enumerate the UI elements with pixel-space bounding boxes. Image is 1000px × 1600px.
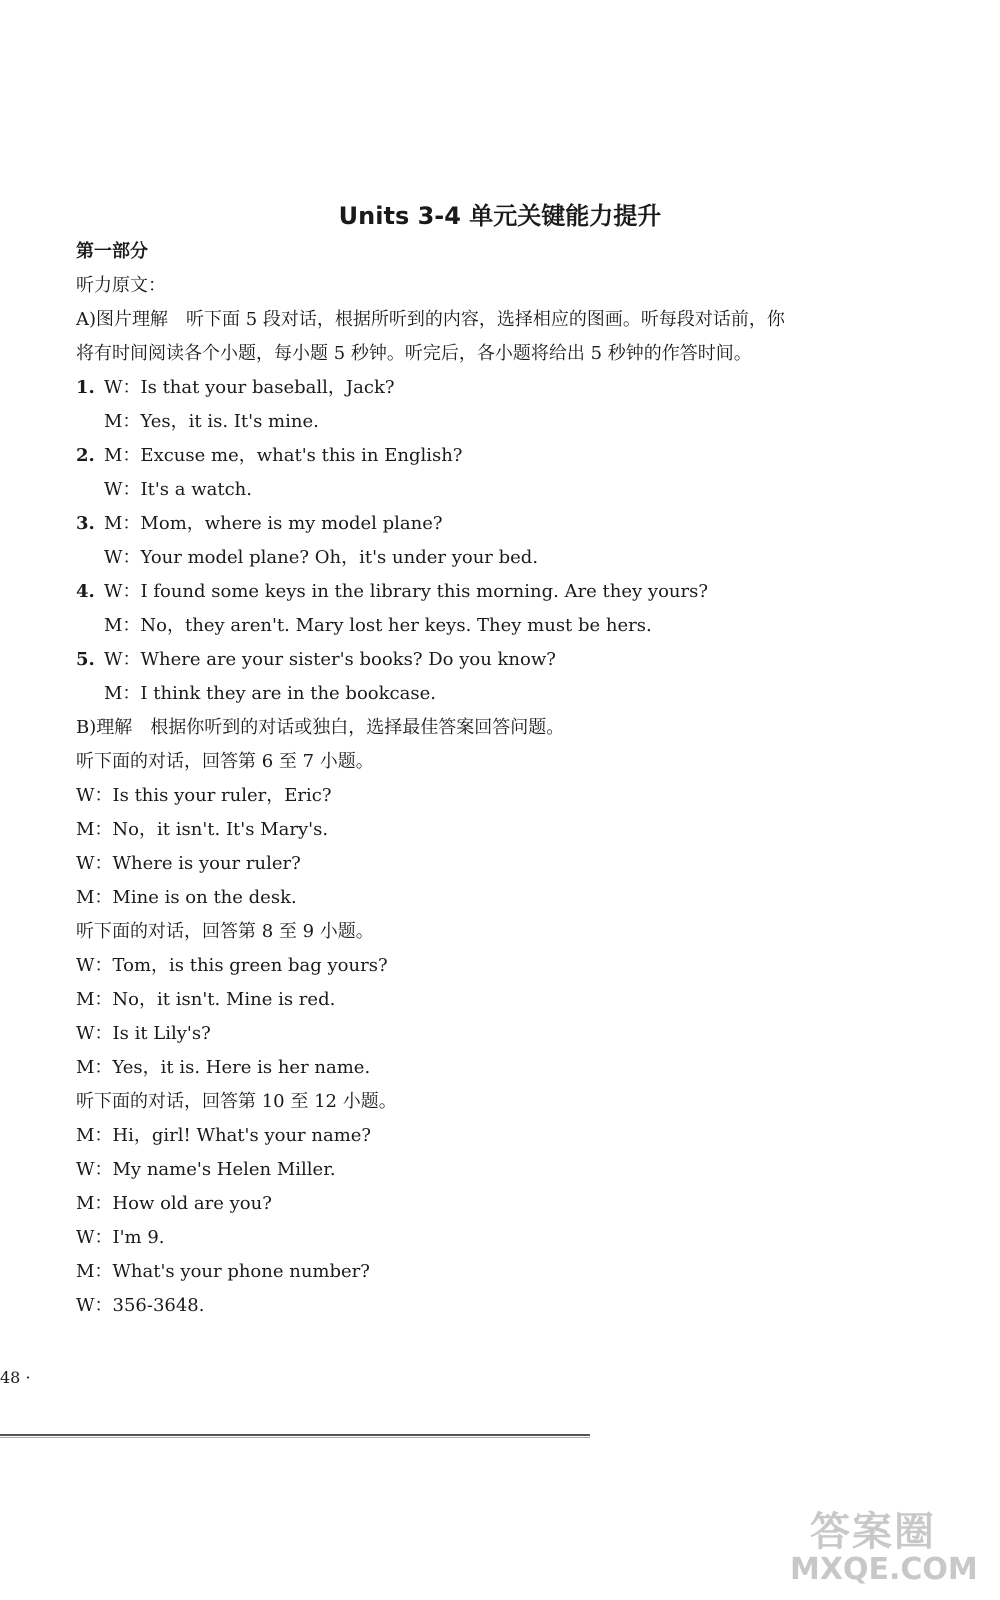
dialog-1-intro: 听下面的对话，回答第 6 至 7 小题。 — [76, 751, 374, 772]
item-2-line-b: W：It's a watch. — [104, 479, 252, 500]
dialog-line: M：Yes，it is. Here is her name. — [76, 1057, 371, 1078]
item-text: W：Is that your baseball，Jack? — [104, 377, 395, 398]
dialog-line: W：My name's Helen Miller. — [76, 1159, 336, 1180]
watermark-top-text: 答案圈 — [810, 1509, 936, 1555]
item-5-line-a — [76, 648, 556, 672]
dialog-line: W：I'm 9. — [76, 1227, 165, 1248]
part-b-instruction: B)理解 根据你听到的对话或独白，选择最佳答案回答问题。 — [76, 717, 565, 738]
dialog-line: W：356-3648. — [76, 1295, 205, 1316]
item-2-line-a — [76, 444, 462, 468]
item-text: M：Excuse me，what's this in English? — [104, 445, 463, 466]
dialog-line: W：Tom，is this green bag yours? — [76, 955, 388, 976]
dialog-2-intro: 听下面的对话，回答第 8 至 9 小题。 — [76, 921, 374, 942]
dialog-3-intro: 听下面的对话，回答第 10 至 12 小题。 — [76, 1091, 397, 1112]
listening-label: 听力原文： — [76, 275, 166, 296]
footer-rule — [0, 1434, 590, 1436]
dialog-line: M：Hi，girl! What's your name? — [76, 1125, 372, 1146]
watermark-logo — [790, 1500, 990, 1590]
item-4-line-a — [76, 580, 708, 604]
item-4-line-b: M：No，they aren't. Mary lost her keys. They must be hers. — [104, 615, 652, 636]
page-number: 48 · — [0, 1368, 31, 1387]
dialog-line: M：Mine is on the desk. — [76, 887, 297, 908]
item-text: W：I found some keys in the library this morning. Are they yours? — [104, 581, 709, 602]
dialog-line: M：No，it isn't. Mine is red. — [76, 989, 336, 1010]
page-title: Units 3-4 单元关键能力提升 — [338, 202, 662, 230]
dialog-line: M：How old are you? — [76, 1193, 272, 1214]
footer-rule-thin — [0, 1437, 590, 1438]
item-number: 5. — [76, 649, 95, 670]
item-text: W：Where are your sister's books? Do you know? — [104, 649, 556, 670]
item-number: 3. — [76, 513, 95, 534]
item-5-line-b: M：I think they are in the bookcase. — [104, 683, 436, 704]
item-3-line-a — [76, 512, 443, 536]
item-1-line-a — [76, 376, 395, 400]
dialog-line: W：Is this your ruler，Eric? — [76, 785, 332, 806]
item-1-line-b: M：Yes，it is. It's mine. — [104, 411, 319, 432]
part-a-instruction-line1: A)图片理解 听下面 5 段对话，根据所听到的内容，选择相应的图画。听每段对话前，你 — [76, 309, 785, 330]
item-number: 2. — [76, 445, 95, 466]
watermark-bottom-text: MXQE.COM — [790, 1552, 978, 1587]
item-number: 1. — [76, 377, 95, 398]
part-a-instruction-line2: 将有时间阅读各个小题，每小题 5 秒钟。听完后，各小题将给出 5 秒钟的作答时间。 — [76, 343, 752, 364]
dialog-line: M：No，it isn't. It's Mary's. — [76, 819, 329, 840]
dialog-line: W：Is it Lily's? — [76, 1023, 211, 1044]
item-number: 4. — [76, 581, 95, 602]
dialog-line: W：Where is your ruler? — [76, 853, 301, 874]
item-text: M：Mom，where is my model plane? — [104, 513, 443, 534]
dialog-line: M：What's your phone number? — [76, 1261, 370, 1282]
section-heading: 第一部分 — [76, 241, 148, 262]
item-3-line-b: W：Your model plane? Oh，it's under your bed. — [104, 547, 539, 568]
